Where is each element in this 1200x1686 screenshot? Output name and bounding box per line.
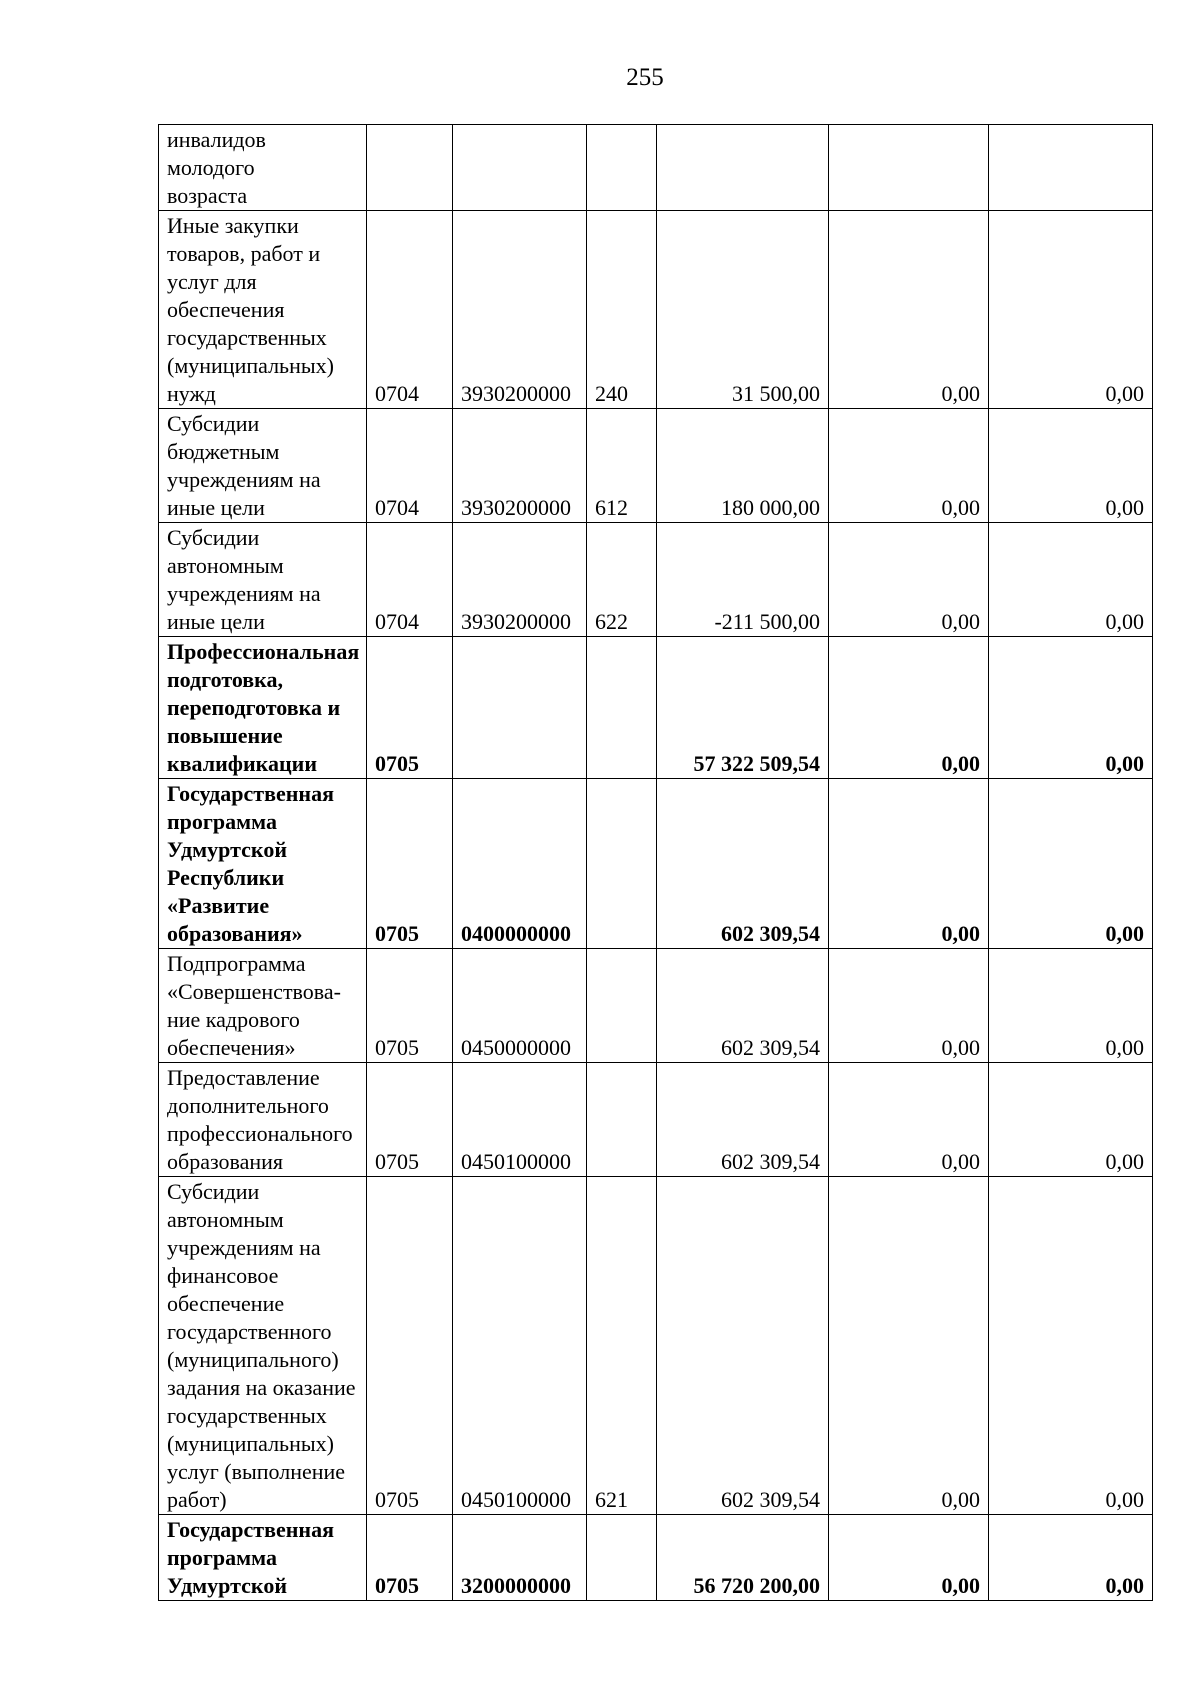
section-code: 0705 [367,1063,453,1177]
amount-3: 0,00 [989,523,1153,637]
section-code: 0705 [367,1177,453,1515]
amount-2: 0,00 [829,637,989,779]
amount-1: 602 309,54 [657,779,829,949]
amount-2: 0,00 [829,211,989,409]
section-code: 0704 [367,211,453,409]
target-article-code: 0450000000 [453,949,587,1063]
target-article-code: 3930200000 [453,409,587,523]
row-name-text: инвалидов молодого возраста [167,127,266,208]
expense-type-code: 240 [587,211,657,409]
section-code: 0704 [367,409,453,523]
row-name-text: Государственная программа Удмуртской Республики «Развитие образования» [167,781,334,946]
expense-type-code [587,949,657,1063]
row-name [159,637,367,779]
row-name [159,1515,367,1601]
amount-3: 0,00 [989,1177,1153,1515]
amount-2 [829,125,989,211]
amount-1: 602 309,54 [657,949,829,1063]
amount-2: 0,00 [829,779,989,949]
amount-3 [989,125,1153,211]
amount-1: -211 500,00 [657,523,829,637]
table-row [159,779,1153,949]
row-name [159,409,367,523]
table-row [159,1063,1153,1177]
amount-2: 0,00 [829,1515,989,1601]
row-name [159,125,367,211]
table-row [159,949,1153,1063]
table-body [159,125,1153,1601]
row-name-text: Государственная программа Удмуртской [167,1517,334,1598]
table-row [159,637,1153,779]
row-name [159,523,367,637]
expense-type-code: 621 [587,1177,657,1515]
row-name-text: Субсидии автономным учреждениям на финансовое обеспечение государственного (муниципального) задания на оказание государственных (муниципальных) услуг (выполнение работ) [167,1179,356,1512]
amount-3: 0,00 [989,1063,1153,1177]
row-name-text: Субсидии бюджетным учреждениям на иные цели [167,411,321,520]
table-row [159,125,1153,211]
expense-type-code [587,1063,657,1177]
section-code: 0705 [367,949,453,1063]
section-code: 0705 [367,637,453,779]
amount-2: 0,00 [829,949,989,1063]
amount-3: 0,00 [989,949,1153,1063]
row-name-text: Предоставление дополнительного профессионального образования [167,1065,353,1174]
target-article-code [453,125,587,211]
section-code [367,125,453,211]
row-name-text: Иные закупки товаров, работ и услуг для обеспечения государственных (муниципальных) нужд [167,213,334,406]
amount-2: 0,00 [829,1177,989,1515]
target-article-code: 3930200000 [453,211,587,409]
section-code: 0705 [367,779,453,949]
amount-2: 0,00 [829,523,989,637]
amount-1: 602 309,54 [657,1063,829,1177]
section-code: 0704 [367,523,453,637]
amount-1 [657,125,829,211]
amount-1: 57 322 509,54 [657,637,829,779]
page-number: 255 [626,64,664,91]
amount-3: 0,00 [989,409,1153,523]
table-row [159,409,1153,523]
budget-table [158,124,1153,1601]
section-code: 0705 [367,1515,453,1601]
row-name [159,1063,367,1177]
row-name [159,949,367,1063]
table-row [159,523,1153,637]
expense-type-code: 612 [587,409,657,523]
amount-1: 31 500,00 [657,211,829,409]
target-article-code: 0450100000 [453,1063,587,1177]
amount-3: 0,00 [989,1515,1153,1601]
target-article-code: 0450100000 [453,1177,587,1515]
expense-type-code [587,637,657,779]
table-row [159,1515,1153,1601]
expense-type-code [587,779,657,949]
table-row [159,1177,1153,1515]
row-name [159,779,367,949]
row-name-text: Профессиональная подготовка, переподготовка и повышение квалификации [167,639,360,776]
amount-2: 0,00 [829,409,989,523]
amount-1: 56 720 200,00 [657,1515,829,1601]
row-name [159,211,367,409]
target-article-code: 3200000000 [453,1515,587,1601]
expense-type-code [587,1515,657,1601]
expense-type-code: 622 [587,523,657,637]
amount-1: 180 000,00 [657,409,829,523]
row-name [159,1177,367,1515]
amount-2: 0,00 [829,1063,989,1177]
amount-3: 0,00 [989,211,1153,409]
row-name-text: Подпрограмма «Совершенствова- ние кадрового обеспечения» [167,951,341,1060]
target-article-code: 0400000000 [453,779,587,949]
amount-3: 0,00 [989,637,1153,779]
amount-1: 602 309,54 [657,1177,829,1515]
expense-type-code [587,125,657,211]
table-row [159,211,1153,409]
target-article-code: 3930200000 [453,523,587,637]
amount-3: 0,00 [989,779,1153,949]
row-name-text: Субсидии автономным учреждениям на иные цели [167,525,321,634]
target-article-code [453,637,587,779]
